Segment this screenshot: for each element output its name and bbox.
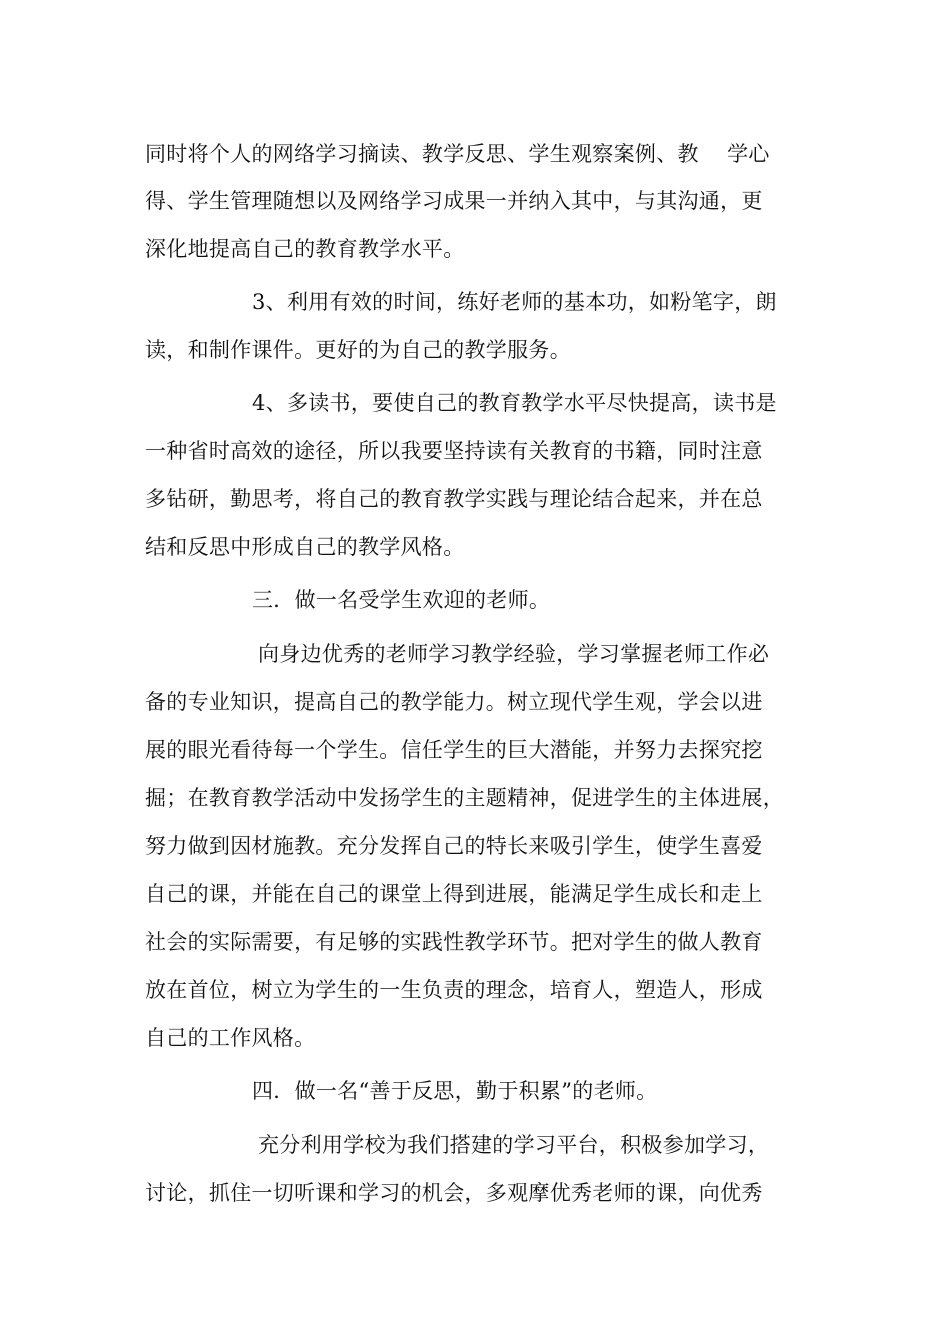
text-line: 4、多读书，要使自己的教育教学水平尽快提高，读书是 — [252, 391, 777, 415]
text-line: 掘；在教育教学活动中发扬学生的主题精神，促进学生的主体进展， — [145, 786, 784, 810]
text-line: 充分利用学校为我们搭建的学习平台，积极参加学习， — [258, 1133, 770, 1157]
text-line: 放在首位，树立为学生的一生负责的理念，培育人，塑造人，形成 — [145, 978, 763, 1002]
text-line: 自己的工作风格。 — [145, 1026, 316, 1050]
text-line: 3、利用有效的时间，练好老师的基本功，如粉笔字，朗 — [252, 290, 777, 314]
text-line: 备的专业知识，提高自己的教学能力。树立现代学生观，学会以进 — [145, 690, 763, 714]
text-line: 得、学生管理随想以及网络学习成果一并纳入其中，与其沟通，更 — [145, 189, 763, 213]
section-heading: 四．做一名“善于反思，勤于积累”的老师。 — [252, 1079, 658, 1103]
text-line: 自己的课，并能在自己的课堂上得到进展，能满足学生成长和走上 — [145, 882, 763, 906]
text-line: 社会的实际需要，有足够的实践性教学环节。把对学生的做人教育 — [145, 930, 763, 954]
text-line: 一种省时高效的途径，所以我要坚持读有关教育的书籍，同时注意 — [145, 439, 763, 463]
text-line: 向身边优秀的老师学习教学经验，学习掌握老师工作必 — [258, 642, 770, 666]
text-line: 展的眼光看待每一个学生。信任学生的巨大潜能，并努力去探究挖 — [145, 738, 763, 762]
text-line: 多钻研，勤思考，将自己的教育教学实践与理论结合起来，并在总 — [145, 487, 763, 511]
section-heading: 三．做一名受学生欢迎的老师。 — [252, 588, 551, 612]
text-line: 结和反思中形成自己的教学风格。 — [145, 535, 465, 559]
text-line: 深化地提高自己的教育教学水平。 — [145, 237, 465, 261]
text-line: 读，和制作课件。更好的为自己的教学服务。 — [145, 338, 571, 362]
text-line: 同时将个人的网络学习摘读、教学反思、学生观察案例、教 学心 — [145, 142, 770, 166]
text-line: 讨论，抓住一切听课和学习的机会，多观摩优秀老师的课，向优秀 — [145, 1181, 763, 1205]
text-line: 努力做到因材施教。充分发挥自己的特长来吸引学生，使学生喜爱 — [145, 834, 763, 858]
